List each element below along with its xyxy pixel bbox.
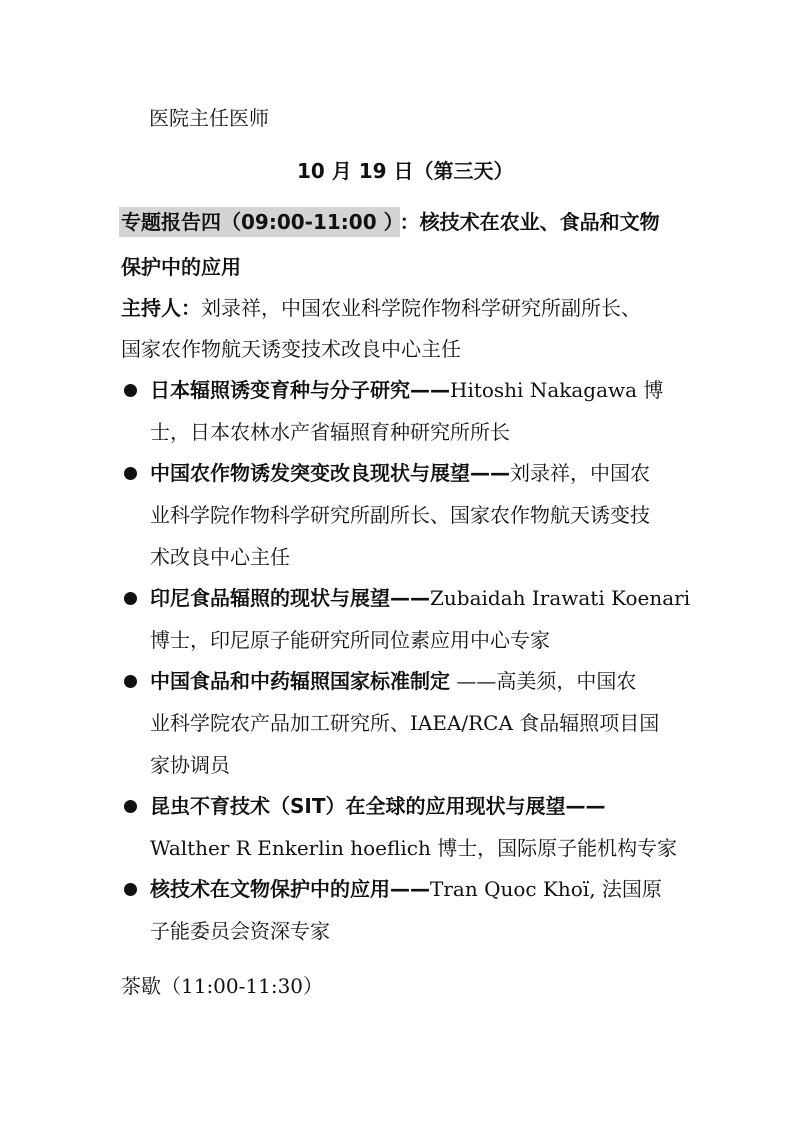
- moderator-label: 主持人：: [121, 296, 201, 320]
- moderator: [121, 294, 641, 322]
- session-title: [121, 208, 660, 236]
- talk-5: [150, 792, 606, 820]
- talk-5-title: 昆虫不育技术（SIT）在全球的应用现状与展望——: [150, 794, 606, 818]
- session-time-highlight: 专题报告四（09:00-11:00 ）: [119, 207, 400, 237]
- talk-3-title: 印尼食品辐照的现状与展望——: [150, 586, 430, 610]
- talk-5-line2: Walther R Enkerlin hoeflich 博士，国际原子能机构专家: [150, 836, 678, 860]
- moderator-line2: 国家农作物航天诱变技术改良中心主任: [121, 337, 461, 361]
- bullet-icon: [124, 883, 137, 896]
- date-heading: 10 月 19 日（第三天）: [297, 159, 514, 183]
- tea-break: 茶歇（11:00-11:30）: [121, 974, 324, 998]
- talk-2-line2: 业科学院作物科学研究所副所长、国家农作物航天诱变技: [150, 503, 650, 527]
- talk-4-title: 中国食品和中药辐照国家标准制定: [150, 669, 450, 693]
- talk-6-line1: Tran Quoc Khoï, 法国原: [430, 877, 662, 901]
- bullet-icon: [124, 800, 137, 813]
- talk-3: [150, 584, 690, 612]
- bullet-icon: [124, 467, 137, 480]
- talk-3-line2: 博士，印尼原子能研究所同位素应用中心专家: [150, 628, 550, 652]
- talk-4-line2: 业科学院农产品加工研究所、IAEA/RCA 食品辐照项目国: [150, 711, 660, 735]
- talk-6: [150, 875, 662, 903]
- top-line: 医院主任医师: [149, 106, 269, 130]
- bullet-icon: [124, 592, 137, 605]
- talk-2: [150, 459, 650, 487]
- session-title-line2: 保护中的应用: [121, 255, 241, 279]
- talk-3-line1: Zubaidah Irawati Koenari: [430, 586, 691, 610]
- talk-2-title: 中国农作物诱发突变改良现状与展望——: [150, 461, 510, 485]
- session-topic: ：核技术在农业、食品和文物: [399, 210, 660, 234]
- talk-4-line1: ——高美须，中国农: [450, 669, 637, 693]
- bullet-icon: [124, 384, 137, 397]
- bullet-icon: [124, 675, 137, 688]
- talk-2-line3: 术改良中心主任: [150, 545, 290, 569]
- talk-1-line2: 士，日本农林水产省辐照育种研究所所长: [150, 420, 510, 444]
- talk-1-title: 日本辐照诱变育种与分子研究——: [150, 378, 450, 402]
- talk-1-line1: Hitoshi Nakagawa 博: [450, 378, 664, 402]
- talk-4-line3: 家协调员: [150, 753, 230, 777]
- moderator-line1: 刘录祥，中国农业科学院作物科学研究所副所长、: [201, 296, 641, 320]
- talk-2-line1: 刘录祥，中国农: [510, 461, 650, 485]
- talk-6-line2: 子能委员会资深专家: [150, 919, 330, 943]
- talk-1: [150, 376, 663, 404]
- talk-4: [150, 667, 636, 695]
- talk-6-title: 核技术在文物保护中的应用——: [150, 877, 430, 901]
